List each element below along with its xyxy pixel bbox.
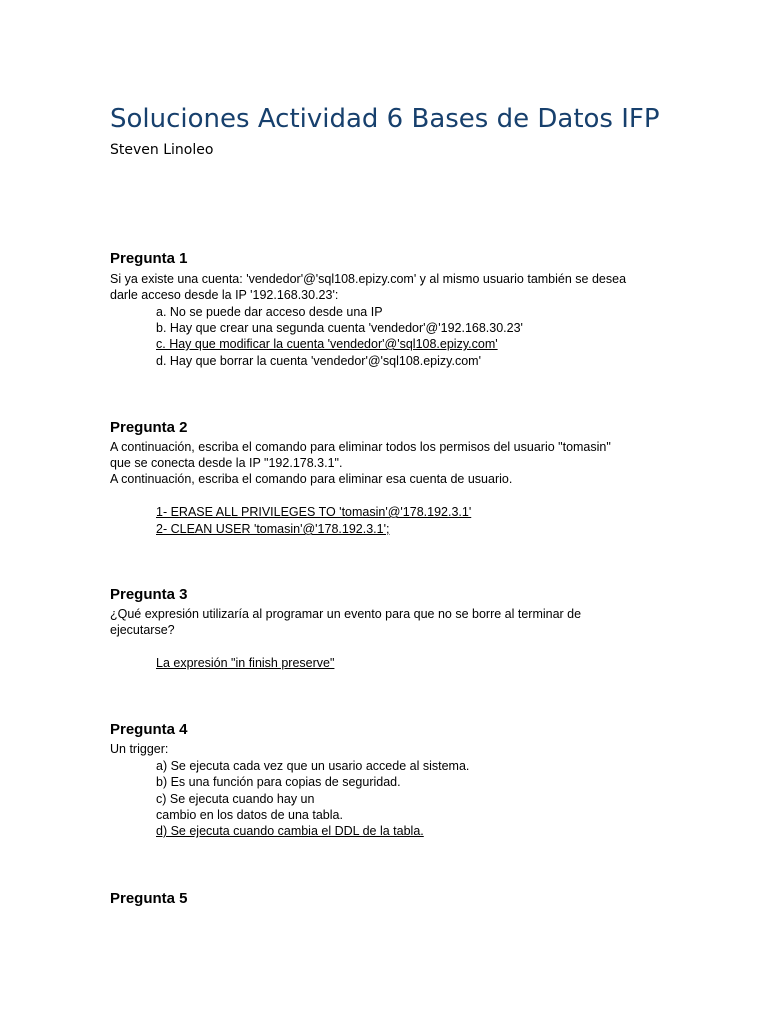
- document-author: Steven Linoleo: [110, 142, 214, 158]
- question-3-heading: Pregunta 3: [110, 586, 188, 603]
- question-2-answer-2: 2- CLEAN USER 'tomasin'@'178.192.3.1';: [156, 522, 390, 536]
- question-1-option-c-answer: c. Hay que modificar la cuenta 'vendedor'@'sql108.epizy.com': [156, 337, 498, 351]
- question-3-answer: La expresión "in finish preserve": [156, 656, 335, 670]
- question-2-text-line: A continuación, escriba el comando para eliminar esa cuenta de usuario.: [110, 472, 513, 486]
- question-1-text-line: Si ya existe una cuenta: 'vendedor'@'sql108.epizy.com' y al mismo usuario también se desea: [110, 272, 627, 286]
- document-title: Soluciones Actividad 6 Bases de Datos IFP: [110, 104, 660, 134]
- question-1-option-d: d. Hay que borrar la cuenta 'vendedor'@'sql108.epizy.com': [156, 354, 481, 368]
- question-4-option-c-continued: cambio en los datos de una tabla.: [156, 808, 343, 822]
- question-4-option-c: c) Se ejecuta cuando hay un: [156, 792, 315, 806]
- question-2-text-line: A continuación, escriba el comando para eliminar todos los permisos del usuario "tomasin": [110, 440, 611, 454]
- question-3-text-line: ¿Qué expresión utilizaría al programar un evento para que no se borre al terminar de: [110, 607, 582, 621]
- question-4-option-a: a) Se ejecuta cada vez que un usario accede al sistema.: [156, 759, 470, 773]
- question-3-text-line: ejecutarse?: [110, 623, 175, 637]
- question-4-option-b: b) Es una función para copias de seguridad.: [156, 775, 401, 789]
- question-1-option-a: a. No se puede dar acceso desde una IP: [156, 305, 383, 319]
- question-4-intro: Un trigger:: [110, 742, 169, 756]
- question-4-option-d-answer: d) Se ejecuta cuando cambia el DDL de la tabla.: [156, 824, 424, 838]
- question-1-heading: Pregunta 1: [110, 250, 188, 267]
- question-5-heading: Pregunta 5: [110, 890, 188, 907]
- question-4-heading: Pregunta 4: [110, 721, 188, 738]
- question-1-text-line: darle acceso desde la IP '192.168.30.23':: [110, 288, 339, 302]
- question-2-heading: Pregunta 2: [110, 419, 188, 436]
- question-2-text-line: que se conecta desde la IP "192.178.3.1".: [110, 456, 343, 470]
- question-2-answer-1: 1- ERASE ALL PRIVILEGES TO 'tomasin'@'178.192.3.1': [156, 505, 472, 519]
- question-1-option-b: b. Hay que crear una segunda cuenta 'vendedor'@'192.168.30.23': [156, 321, 523, 335]
